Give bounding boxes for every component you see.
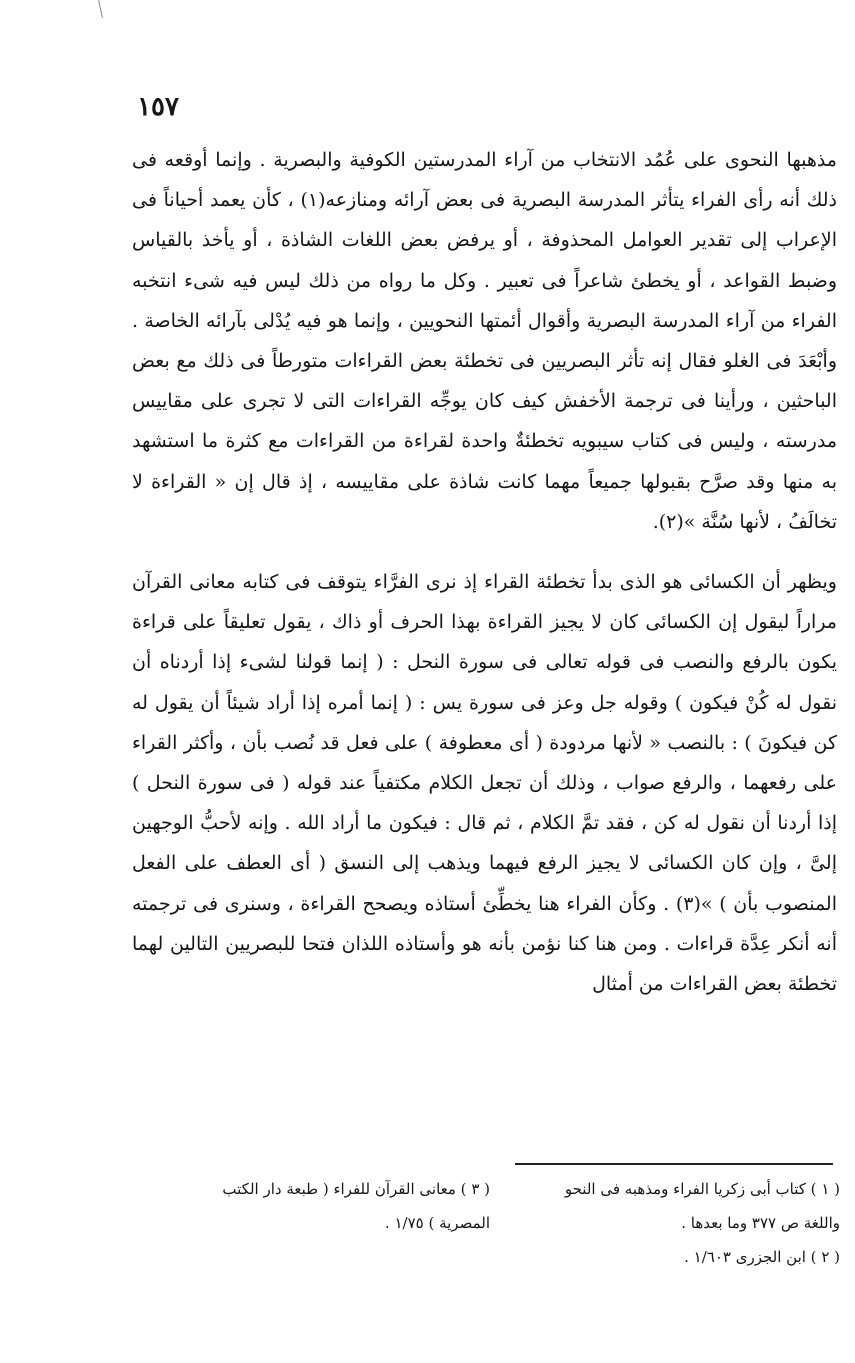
footnote-column-left bbox=[150, 1172, 490, 1240]
page-number: ١٥٧ bbox=[137, 92, 179, 122]
scan-mark bbox=[98, 0, 103, 18]
paragraph-2: ويظهر أن الكسائى هو الذى بدأ تخطئة القراء إذ نرى الفرَّاء يتوقف فى كتابه معانى القرآن مراراً ليقول إن الكسائى كان لا يجيز القراءة بهذا الحرف أو ذاك ، يقول تعليقاً على قراءة يكون بالرفع والنصب فى قوله تعالى فى سورة النحل : ( إنما قولنا لشىء إذا أردناه أن نقول له كُنْ فيكون ) وقوله جل وعز فى سورة يس : ( إنما أمره إذا أراد شيئاً أن يقول له كن فيكونَ ) : بالنصب « لأنها مردودة ( أى معطوفة ) على فعل قد نُصب بأن ، وأكثر القراء على رفعهما ، والرفع صواب ، وذلك أن تجعل الكلام مكتفياً عند قوله ( فى سورة النحل ) إذا أردنا أن نقول له كن ، فقد تمَّ الكلام ، ثم قال : فيكون ما أراد الله . وإنه لأحبُّ الوجهين إلىَّ ، وإن كان الكسائى لا يجيز الرفع فيهما ويذهب إلى النسق ( أى العطف على الفعل المنصوب بأن ) »(٣) . وكأن الفراء هنا يخطِّئ أستاذه ويصحح القراءة ، وسنرى فى ترجمته أنه أنكر عِدَّة قراءات . ومن هنا كنا نؤمن بأنه هو وأستاذه اللذان فتحا للبصريين التالين لهما تخطئة بعض القراءات من أمثال bbox=[132, 571, 837, 996]
body-text bbox=[132, 140, 837, 1004]
footnote-column-right bbox=[520, 1172, 840, 1274]
footnote-1-line-2: واللغة ص ٣٧٧ وما بعدها . bbox=[681, 1214, 840, 1232]
footnote-3-line-2: المصرية ) ١/٧٥ . bbox=[384, 1214, 490, 1232]
paragraph-1: مذهبها النحوى على عُمُد الانتخاب من آراء المدرستين الكوفية والبصرية . وإنما أوقعه فى ذلك أنه رأى الفراء يتأثر المدرسة البصرية فى بعض آرائه ومنازعه(١) ، كأن يعمد أحياناً فى الإعراب إلى تقدير العوامل المحذوفة ، أو يرفض بعض اللغات الشاذة ، أو يأخذ بالقياس وضبط القواعد ، أو يخطئ شاعراً فى تعبير . وكل ما رواه من ذلك ليس فيه شىء انتخبه الفراء من آراء المدرسة البصرية وأقوال أئمتها النحويين ، وإنما هو فيه يُدْلى بآرائه الخاصة . وأبْعَدَ فى الغلو فقال إنه تأثر البصريين فى تخطئة بعض القراءات متورطاً فى ذلك مع بعض الباحثين ، ورأينا فى ترجمة الأخفش كيف كان يوجِّه القراءات التى لا تجرى على مقاييس مدرسته ، وليس فى كتاب سيبويه تخطئةٌ واحدة لقراءة من القراءات مع كثرة ما استشهد به منها وقد صرَّح بقبولها جميعاً مهما كانت شاذة على مقاييسه ، إذ قال إن « القراءة لا تخالَفُ ، لأنها سُنَّة »(٢). bbox=[132, 149, 837, 533]
footnote-divider bbox=[515, 1163, 833, 1165]
footnote-3-line-1: ( ٣ ) معانى القرآن للفراء ( طبعة دار الكتب bbox=[222, 1180, 490, 1198]
footnote-1-line-1: ( ١ ) كتاب أبى زكريا الفراء ومذهبه فى النحو bbox=[564, 1180, 840, 1198]
footnote-2: ( ٢ ) ابن الجزرى ١/٦٠٣ . bbox=[684, 1248, 840, 1266]
